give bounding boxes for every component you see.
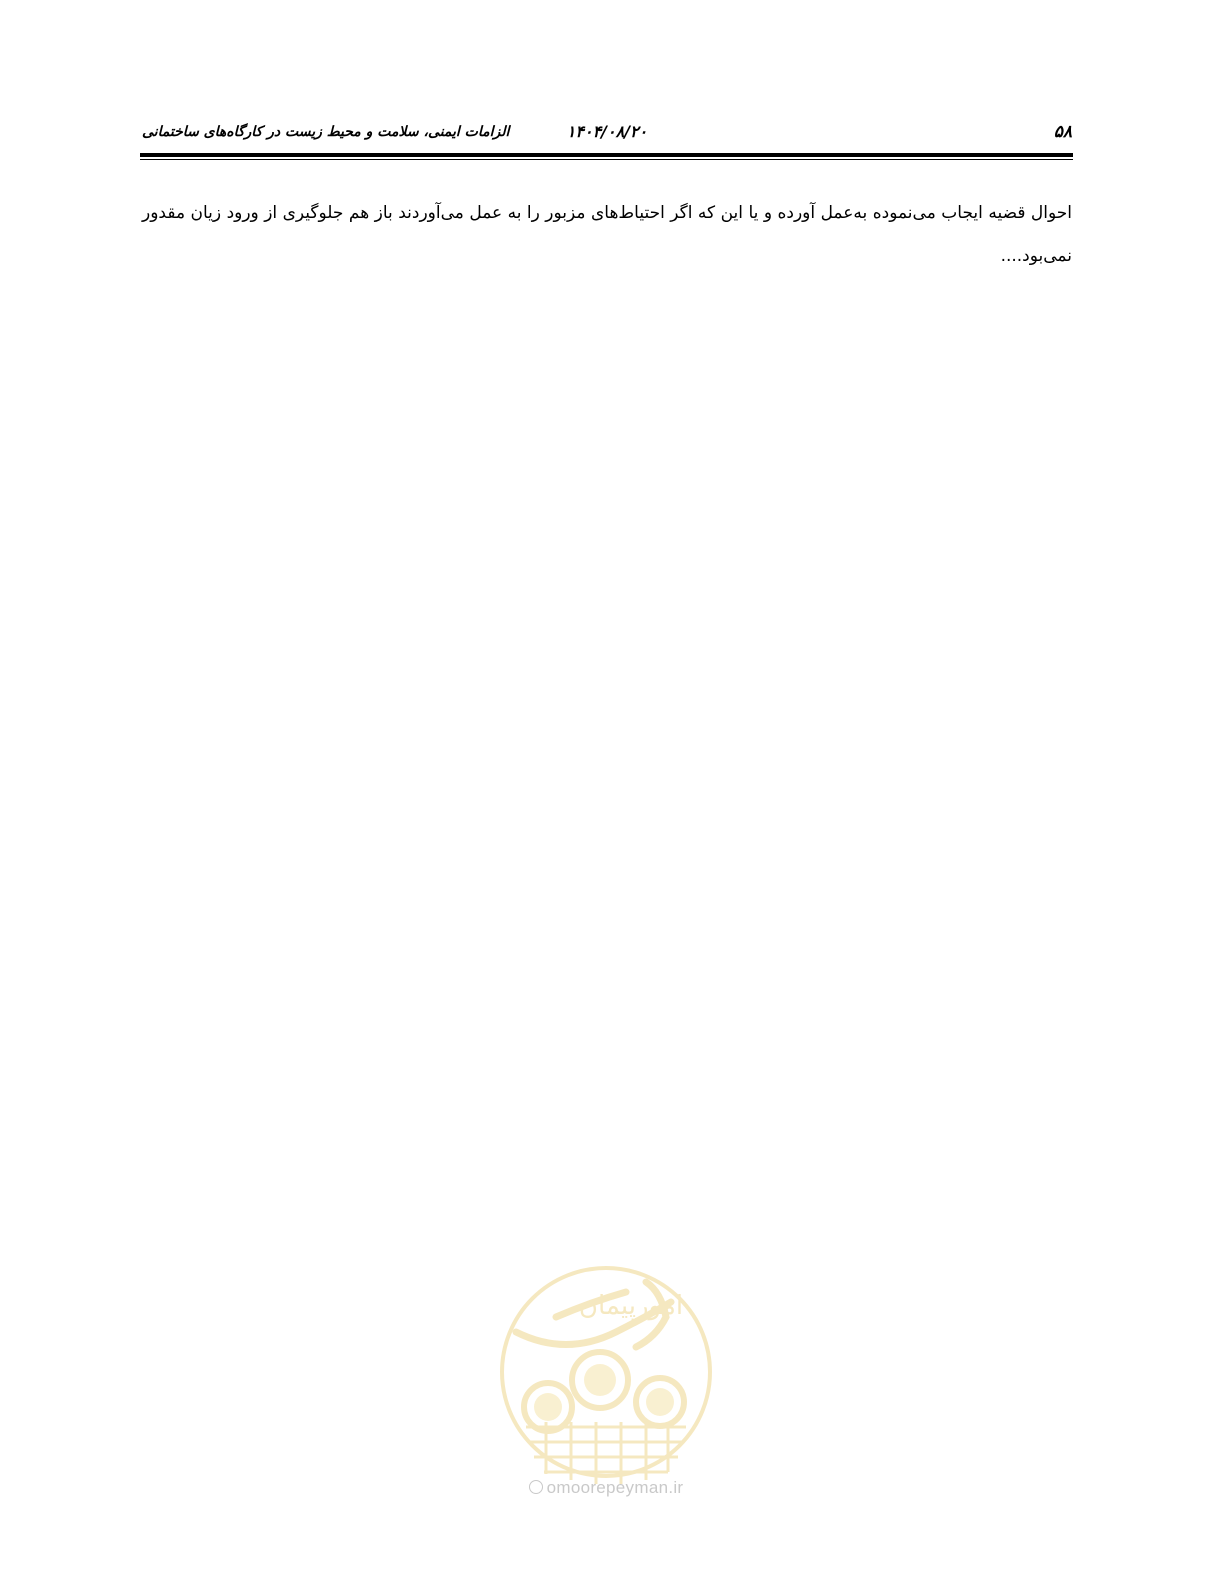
watermark-url xyxy=(506,1478,706,1498)
body-paragraph: احوال قضیه ایجاب می‌نموده به‌عمل آورده و یا این که اگر احتیاط‌های مزبور را به عمل می‌آوردند باز هم جلوگیری از ورود زیان مقدور نمی‌بود.... xyxy=(142,203,1072,266)
globe-icon xyxy=(529,1480,543,1494)
running-title: الزامات ایمنی، سلامت و محیط زیست در کارگاه‌های ساختمانی xyxy=(142,124,510,140)
logo-text: امورپیمان xyxy=(578,1291,684,1321)
header-rule-thick xyxy=(140,153,1073,157)
page-number: ۵۸ xyxy=(1053,122,1072,142)
watermark-url-text: omoorepeyman.ir xyxy=(546,1478,684,1497)
page-header xyxy=(142,118,1072,152)
header-date: ۱۴۰۴/۰۸/۲۰ xyxy=(566,122,648,141)
header-row xyxy=(142,118,1072,152)
header-rule-thin xyxy=(140,159,1073,160)
watermark-logo xyxy=(496,1262,716,1502)
body-text xyxy=(142,192,1072,278)
